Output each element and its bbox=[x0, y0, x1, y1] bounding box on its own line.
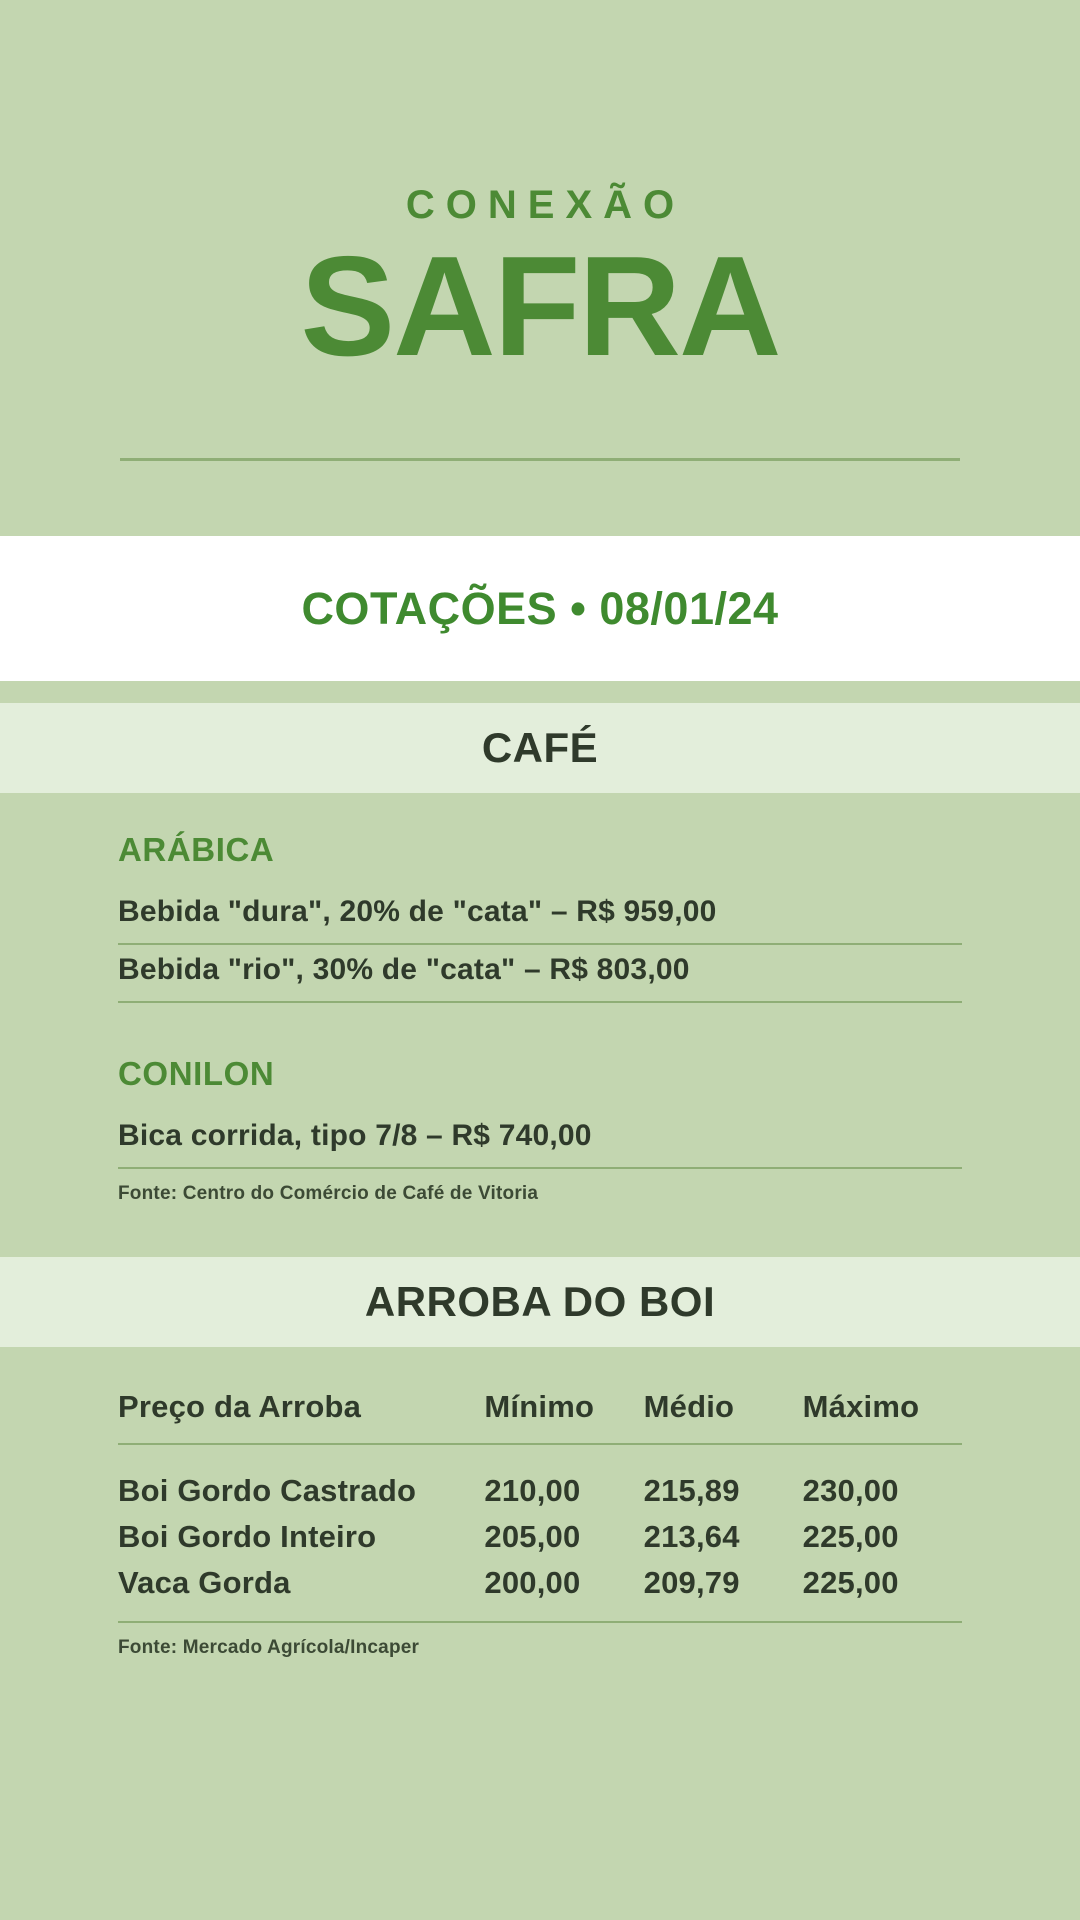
column-header-name: Preço da Arroba bbox=[118, 1389, 362, 1424]
brand-main-text: SAFRA bbox=[300, 227, 780, 386]
cell-min: 205,00 bbox=[484, 1519, 581, 1554]
table-row bbox=[118, 1514, 962, 1560]
cell-max: 225,00 bbox=[802, 1519, 899, 1554]
prices-table bbox=[118, 1389, 962, 1621]
brand-header bbox=[0, 0, 1080, 536]
table-row bbox=[118, 1444, 962, 1514]
section-header-boi bbox=[0, 1257, 1080, 1347]
table-row bbox=[118, 1560, 962, 1621]
group-title-conilon: CONILON bbox=[118, 1055, 275, 1092]
brand-top-text: CONEXÃO bbox=[405, 183, 686, 227]
quotes-title-bar bbox=[0, 536, 1080, 681]
spacer-strip-2 bbox=[0, 1235, 1080, 1257]
cell-avg: 215,89 bbox=[643, 1473, 740, 1508]
spacer-strip bbox=[0, 681, 1080, 703]
bottom-filler bbox=[0, 1679, 1080, 1920]
cell-min: 200,00 bbox=[484, 1565, 581, 1600]
section-title-boi: ARROBA DO BOI bbox=[364, 1278, 716, 1325]
cell-min: 210,00 bbox=[484, 1473, 581, 1508]
cell-name: Boi Gordo Inteiro bbox=[118, 1519, 377, 1554]
source-note-boi: Fonte: Mercado Agrícola/Incaper bbox=[118, 1637, 420, 1658]
list-item: Bebida "rio", 30% de "cata" – R$ 803,00 bbox=[118, 945, 962, 1003]
section-body-boi bbox=[0, 1347, 1080, 1679]
table-body bbox=[118, 1444, 962, 1621]
list-item: Bebida "dura", 20% de "cata" – R$ 959,00 bbox=[118, 887, 962, 945]
table-header-row bbox=[118, 1389, 962, 1444]
column-header-min: Mínimo bbox=[484, 1389, 595, 1424]
cell-name: Vaca Gorda bbox=[118, 1565, 291, 1600]
cell-max: 225,00 bbox=[802, 1565, 899, 1600]
column-header-max: Máximo bbox=[802, 1389, 920, 1424]
list-item: Bica corrida, tipo 7/8 – R$ 740,00 bbox=[118, 1111, 962, 1169]
source-note-cafe: Fonte: Centro do Comércio de Café de Vitoria bbox=[118, 1183, 539, 1204]
brand-divider bbox=[120, 458, 960, 461]
cell-max: 230,00 bbox=[802, 1473, 899, 1508]
quotes-title: COTAÇÕES • 08/01/24 bbox=[301, 582, 779, 634]
cell-avg: 209,79 bbox=[643, 1565, 740, 1600]
group-title-arabica: ARÁBICA bbox=[118, 831, 275, 868]
cell-avg: 213,64 bbox=[643, 1519, 740, 1554]
section-title-cafe: CAFÉ bbox=[481, 724, 599, 771]
section-body-cafe bbox=[0, 793, 1080, 1235]
section-header-cafe bbox=[0, 703, 1080, 793]
cell-name: Boi Gordo Castrado bbox=[118, 1473, 417, 1508]
table-head bbox=[118, 1389, 962, 1444]
column-header-avg: Médio bbox=[643, 1389, 735, 1424]
